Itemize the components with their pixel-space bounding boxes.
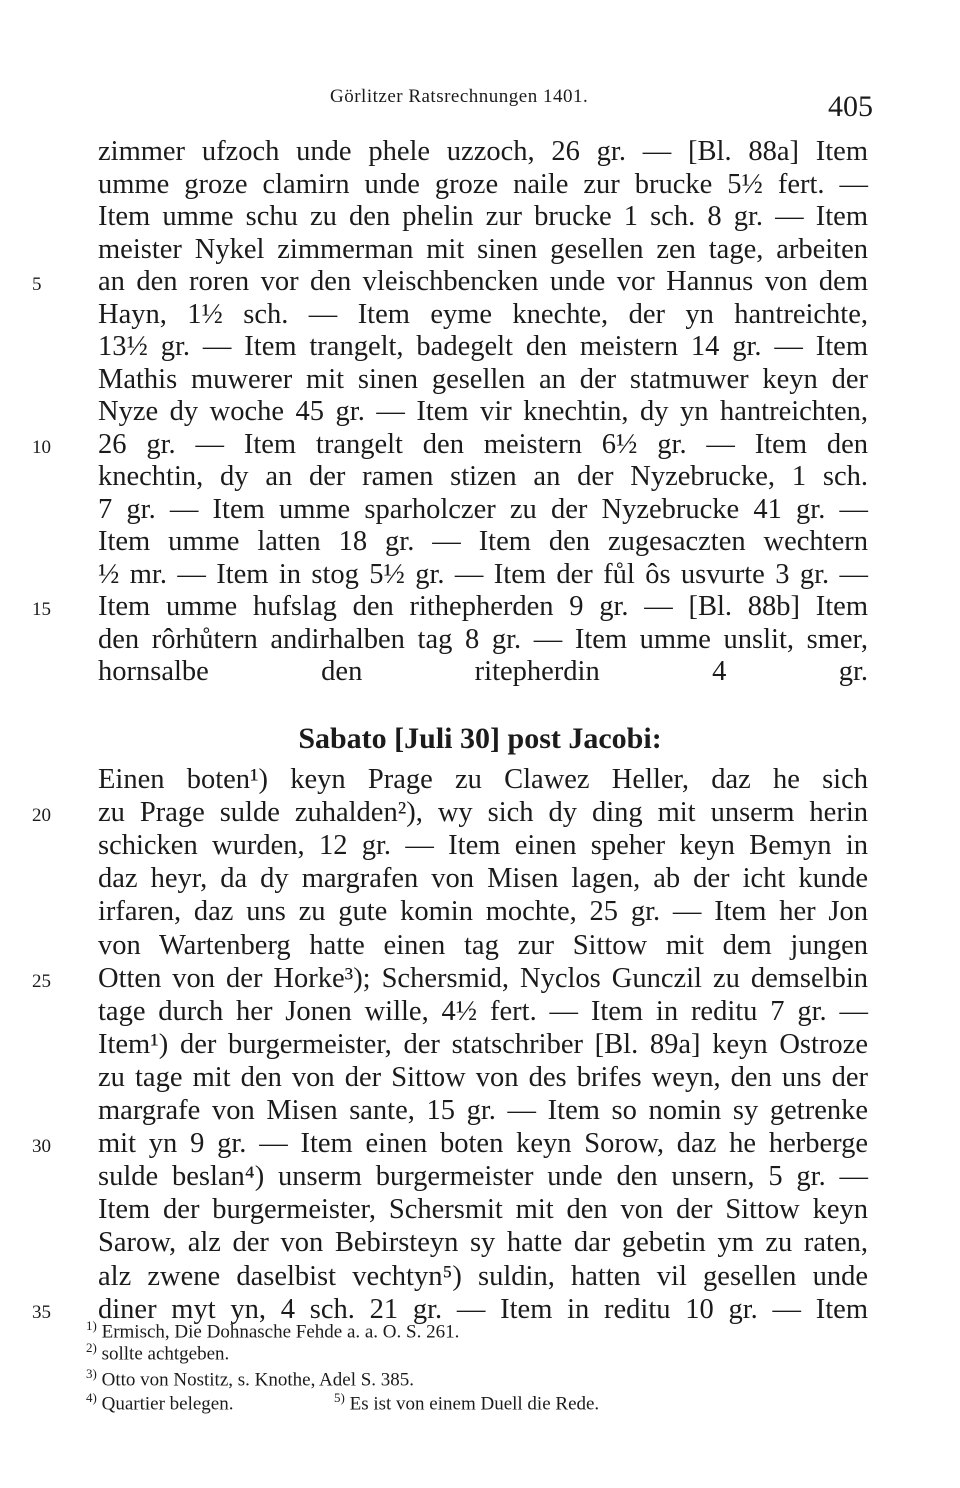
line-text: alz zwene daselbist vechtyn⁵) suldin, hatten vil gesellen unde <box>98 1260 868 1292</box>
line-text: an den roren vor den vleischbencken unde vor Hannus von dem <box>98 266 868 297</box>
line-text: sulde beslan⁴) unserm burgermeister unde den unsern, 5 gr. — <box>98 1161 868 1193</box>
running-title: Görlitzer Ratsrechnungen 1401. <box>330 86 589 107</box>
footnote-mark: 3) <box>86 1366 97 1381</box>
line-text: zu tage mit den von der Sittow von des brifes weyn, den uns der <box>98 1061 868 1093</box>
line-text: mit yn 9 gr. — Item einen boten keyn Sorow, daz he herberge <box>98 1128 868 1160</box>
line-text: zimmer ufzoch unde phele uzzoch, 26 gr. — [Bl. 88a] Item <box>98 136 868 167</box>
line-text: 26 gr. — Item trangelt den meistern 6½ gr. — Item den <box>98 428 868 460</box>
line-text: irfaren, daz uns zu gute komin mochte, 25 gr. — Item her Jon <box>98 896 868 928</box>
line-text: Einen boten¹) keyn Prage zu Clawez Heller, daz he sich <box>98 764 868 795</box>
footnote-mark: 5) <box>334 1390 345 1405</box>
line-text: Mathis muwerer mit sinen gesellen an der statmuwer keyn der <box>98 363 868 395</box>
line-number: 15 <box>32 599 51 620</box>
line-text: margrafe von Misen sante, 15 gr. — Item so nomin sy getrenke <box>98 1095 868 1126</box>
line-text: Item umme hufslag den rithepherden 9 gr. — [Bl. 88b] Item <box>98 591 868 622</box>
page-header <box>0 80 960 123</box>
line-text: den rôrhůtern andirhalben tag 8 gr. — Item umme unslit, smer, <box>98 623 868 655</box>
footnote-mark: 4) <box>86 1390 97 1405</box>
line-number: 20 <box>32 805 51 827</box>
footnote-4 <box>86 1390 233 1415</box>
line-text: Hayn, 1½ sch. — Item eyme knechte, der yn hantreichte, <box>98 298 868 330</box>
line-number: 5 <box>32 274 42 295</box>
line-text: ½ mr. — Item in stog 5½ gr. — Item der fůl ôs usvurte 3 gr. — <box>98 558 868 590</box>
line-text: schicken wurden, 12 gr. — Item einen speher keyn Bemyn in <box>98 830 868 862</box>
line-text: daz heyr, da dy margrafen von Misen lagen, ab der icht kunde <box>98 863 868 895</box>
line-text: knechtin, dy an der ramen stizen an der Nyzebrucke, 1 sch. <box>98 461 868 492</box>
line-text: Sarow, alz der von Bebirsteyn sy hatte dar gebetin ym zu raten, <box>98 1227 868 1259</box>
line-number: 10 <box>32 436 51 458</box>
page-number: 405 <box>828 90 873 123</box>
line-text: meister Nykel zimmerman mit sinen gesellen zen tage, arbeiten <box>98 233 868 265</box>
line-text: Item umme latten 18 gr. — Item den zugesaczten wechtern <box>98 526 868 557</box>
line-text: Otten von der Horke³); Schersmid, Nyclos Gunczil zu demselbin <box>98 962 868 994</box>
footnote-text: sollte achtgeben. <box>101 1343 230 1365</box>
line-number: 30 <box>32 1136 51 1158</box>
line-text: 7 gr. — Item umme sparholczer zu der Nyzebrucke 41 gr. — <box>98 493 868 525</box>
footnote-text: Otto von Nostitz, s. Knothe, Adel S. 385. <box>101 1369 415 1391</box>
footnote-2 <box>86 1340 229 1365</box>
line-text: Item¹) der burgermeister, der statschriber [Bl. 89a] keyn Ostroze <box>98 1028 868 1060</box>
text-line <box>0 654 960 694</box>
footnote-mark: 2) <box>86 1340 97 1355</box>
footnote-3 <box>86 1366 414 1391</box>
footnote-text: Quartier belegen. <box>101 1393 234 1415</box>
line-text: hornsalbe den ritepherdin 4 gr. <box>98 656 868 687</box>
section-heading: Sabato [Juli 30] post Jacobi: <box>298 722 662 755</box>
line-text: Nyze dy woche 45 gr. — Item vir knechtin, dy yn hantreichten, <box>98 396 868 427</box>
line-text: Item der burgermeister, Schersmit mit den von der Sittow keyn <box>98 1194 868 1226</box>
line-text: tage durch her Jonen wille, 4½ fert. — Item in reditu 7 gr. — <box>98 995 868 1027</box>
footnote-text: Es ist von einem Duell die Rede. <box>349 1393 600 1415</box>
footnote-text: Ermisch, Die Dohnasche Fehde a. a. O. S. 261. <box>101 1321 460 1343</box>
line-text: Item umme schu zu den phelin zur brucke 1 sch. 8 gr. — Item <box>98 201 868 232</box>
line-text: zu Prage sulde zuhalden²), wy sich dy ding mit unserm herin <box>98 797 868 829</box>
line-number: 25 <box>32 970 51 992</box>
line-text: 13½ gr. — Item trangelt, badegelt den meistern 14 gr. — Item <box>98 331 868 362</box>
footnote-mark: 1) <box>86 1318 97 1333</box>
line-text: umme groze clamirn unde groze naile zur brucke 5½ fert. — <box>98 168 868 200</box>
line-text: diner myt yn, 4 sch. 21 gr. — Item in reditu 10 gr. — Item <box>98 1293 868 1325</box>
footnote-5 <box>334 1390 599 1415</box>
line-text: von Wartenberg hatte einen tag zur Sittow mit dem jungen <box>98 929 868 961</box>
line-number: 35 <box>32 1301 51 1323</box>
